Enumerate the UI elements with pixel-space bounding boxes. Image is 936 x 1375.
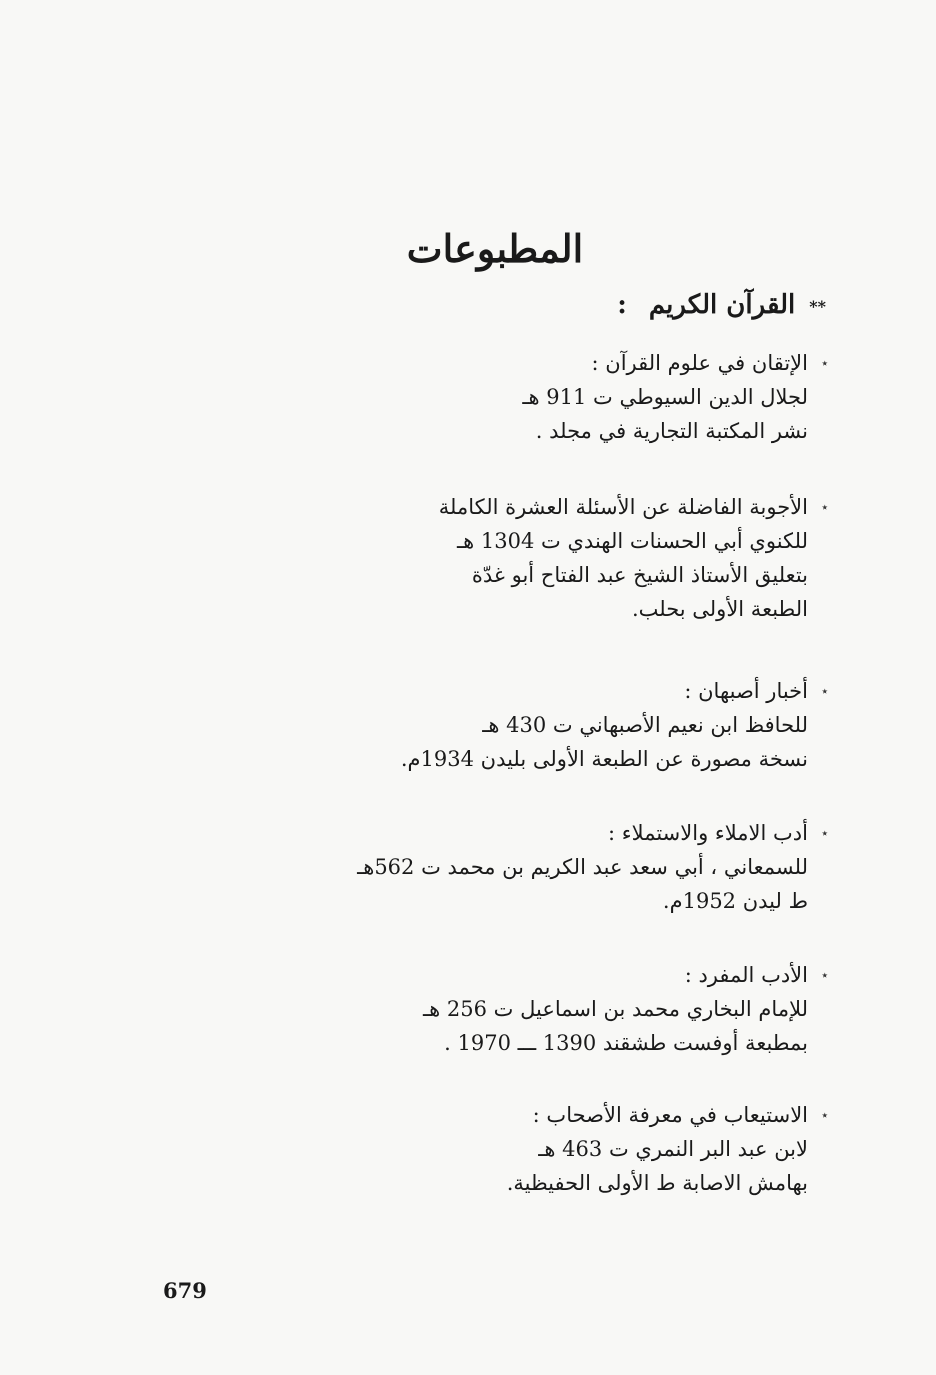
bullet-icon: ٭	[821, 684, 828, 698]
entry-title: الأدب المفرد :	[684, 963, 808, 987]
entry-editor: بتعليق الأستاذ الشيخ عبد الفتاح أبو غدّة	[471, 563, 808, 587]
entry-title: أخبار أصبهان :	[684, 679, 808, 703]
entry-publication: بهامش الاصابة ط الأولى الحفيظية.	[506, 1171, 808, 1195]
bullet-icon: ٭	[821, 968, 828, 982]
bibliography-entry	[522, 346, 828, 448]
bullet-icon: ٭	[821, 500, 828, 514]
entry-title: أدب الاملاء والاستملاء :	[608, 821, 808, 845]
page-number: 679	[163, 1278, 207, 1303]
entry-author: للكنوي أبي الحسنات الهندي ت 1304 هـ	[457, 529, 808, 553]
bullet-icon: ٭	[821, 1108, 828, 1122]
page-title: المطبوعات	[406, 226, 584, 271]
entry-title: الأجوبة الفاضلة عن الأسئلة العشرة الكاملة	[438, 495, 808, 519]
entry-publication: نشر المكتبة التجارية في مجلد .	[535, 419, 808, 443]
bibliography-entry	[400, 674, 828, 776]
entry-author: لابن عبد البر النمري ت 463 هـ	[538, 1137, 808, 1161]
entry-author: لجلال الدين السيوطي ت 911 هـ	[522, 385, 808, 409]
entry-title: الإتقان في علوم القرآن :	[591, 351, 808, 375]
section-heading	[617, 290, 826, 320]
heading-colon: :	[617, 290, 627, 320]
entry-title: الاستيعاب في معرفة الأصحاب :	[532, 1103, 808, 1127]
bibliography-entry	[357, 816, 828, 918]
entry-publication: الطبعة الأولى بحلب.	[631, 597, 808, 621]
bullet-icon: ٭	[821, 356, 828, 370]
bibliography-entry	[506, 1098, 828, 1200]
entry-publication: ط ليدن 1952م.	[662, 889, 808, 913]
bibliography-entry	[422, 958, 828, 1060]
bullet-icon: ٭	[821, 826, 828, 840]
section-heading-text: القرآن الكريم	[648, 290, 796, 320]
entry-author: للحافظ ابن نعيم الأصبهاني ت 430 هـ	[482, 713, 808, 737]
heading-stars: **	[809, 296, 826, 316]
entry-publication: بمطبعة أوفست طشقند 1390 ـــ 1970 .	[444, 1031, 808, 1055]
entry-author: للسمعاني ، أبي سعد عبد الكريم بن محمد ت 562هـ	[357, 855, 808, 879]
bibliography-entry	[438, 490, 828, 626]
entry-author: للإمام البخاري محمد بن اسماعيل ت 256 هـ	[422, 997, 808, 1021]
entry-publication: نسخة مصورة عن الطبعة الأولى بليدن 1934م.	[400, 747, 808, 771]
